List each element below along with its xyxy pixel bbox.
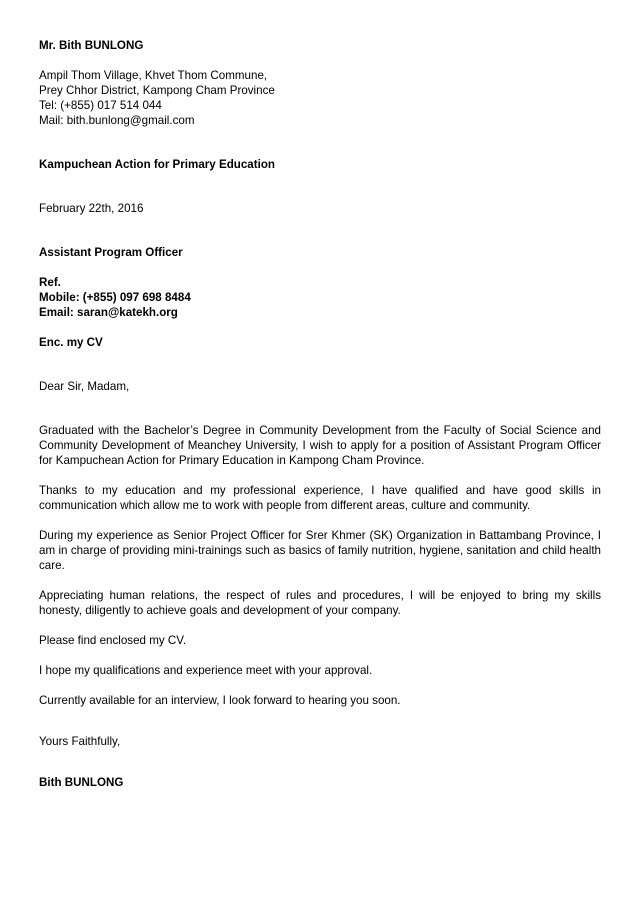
body-paragraph-4: Appreciating human relations, the respect of rules and procedures, I will be enjoyed to bring my skills honesty, diligently to achieve goals and development of your company. <box>39 589 601 617</box>
body-paragraph-3: During my experience as Senior Project Officer for Srer Khmer (SK) Organization in Battambang Province, I am in charge of providing mini-trainings such as basics of family nutrition, hygiene, sanitation and child health care. <box>39 529 601 572</box>
recipient-organization: Kampuchean Action for Primary Education <box>39 158 275 171</box>
cover-letter <box>39 38 601 790</box>
salutation: Dear Sir, Madam, <box>39 380 130 393</box>
sender-address <box>39 68 601 128</box>
letter-body <box>39 423 601 708</box>
body-paragraph-5: Please find enclosed my CV. <box>39 634 187 647</box>
closing: Yours Faithfully, <box>39 735 121 748</box>
body-paragraph-2: Thanks to my education and my professional experience, I have qualified and have good skills in communication which allow me to work with people from different areas, culture and community. <box>39 484 601 512</box>
sender-address-line-1: Ampil Thom Village, Khvet Thom Commune, <box>39 69 268 82</box>
reference-label: Ref. <box>39 276 61 289</box>
sender-name: Mr. Bith BUNLONG <box>39 39 144 52</box>
enclosure-note: Enc. my CV <box>39 336 103 349</box>
reference-email: Email: saran@katekh.org <box>39 306 178 319</box>
sender-address-line-2: Prey Chhor District, Kampong Cham Province <box>39 84 275 97</box>
body-paragraph-1: Graduated with the Bachelor’s Degree in Community Development from the Faculty of Social Science and Community Development of Meanchey University, I wish to apply for a position of Assistant Program Officer for Kampuchean Action for Primary Education in Kampong Cham Province. <box>39 424 601 467</box>
body-paragraph-7: Currently available for an interview, I look forward to hearing you soon. <box>39 694 401 707</box>
sender-phone: Tel: (+855) 017 514 044 <box>39 99 162 112</box>
reference-mobile: Mobile: (+855) 097 698 8484 <box>39 291 191 304</box>
sender-email: Mail: bith.bunlong@gmail.com <box>39 114 195 127</box>
reference-block <box>39 275 601 320</box>
signature-name: Bith BUNLONG <box>39 776 124 789</box>
position-title: Assistant Program Officer <box>39 246 183 259</box>
body-paragraph-6: I hope my qualifications and experience meet with your approval. <box>39 664 373 677</box>
letter-date: February 22th, 2016 <box>39 202 144 215</box>
